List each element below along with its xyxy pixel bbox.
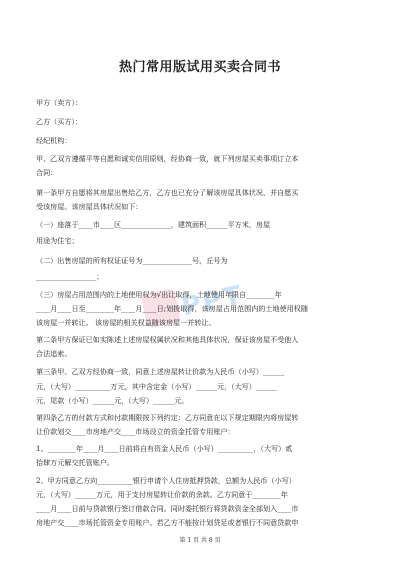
- contract-line: 让价款划交____市房地产交____市场设立的资金托管专用账户：: [36, 427, 235, 436]
- contract-line: 受该房屋。该房屋具体状况如下：: [36, 202, 143, 211]
- page-footer: 第 1 页 共 8 页: [179, 537, 221, 544]
- contract-line: 第四条乙方的付款方式和付款期限按下列约定：乙方同意在以下规定期限内将房屋转: [36, 413, 299, 422]
- contract-line: ____月____日至________年____月____日;划拨取得，该房屋占用范围内的土地使用权随: [36, 304, 308, 313]
- contract-line: （二）出售房屋的所有权证证号为______________号，丘号为: [36, 256, 228, 265]
- contract-line: 用途为住宅；: [36, 236, 79, 245]
- contract-line: （一）座落于____市____区______________，建筑面积______平方米，房屋: [36, 220, 271, 229]
- contract-line: 合法追索。: [36, 349, 72, 358]
- contract-line: 元，（大写）__________万元，其中含定金（小写）______元，（大写）______: [36, 382, 278, 391]
- contract-line: 第二条甲方保证已如实陈述上述房屋权属状况和其他具体状况，保证该房屋不受他人: [36, 335, 299, 344]
- contract-line: 拾肆万元解交托管账户。: [36, 458, 115, 467]
- contract-line: ____月____日前与贷款银行签订借款合同。同时委托银行将贷款资金全部划入____市: [36, 504, 299, 513]
- document-title: 热门常用版试用买卖合同书: [118, 60, 281, 75]
- contract-line: 1、________年____月____日前将自有资金人民币（小写）__________，（大写）贰: [36, 444, 293, 453]
- contract-line: 甲方（卖方）：: [36, 98, 83, 107]
- contract-line: 合同：: [36, 168, 58, 177]
- contract-line: 经纪机构：: [36, 136, 72, 145]
- contract-line: 该房屋一并转让。 该房屋的相关权益随该房屋一并转让。: [36, 318, 216, 327]
- contract-line: （三）房屋占用范围内的土地使用权为√出让取得，土地使用年限自________年: [36, 290, 282, 299]
- contract-line: 第一条甲方自愿将其房屋出售给乙方，乙方也已充分了解该房屋具体状况，并自愿买: [36, 188, 299, 197]
- contract-line: 元，尾款（小写）______元，（大写）______元。: [36, 396, 189, 405]
- contract-line: 甲、乙双方遵循平等自愿和诚实信用原则，经协商一致，就下列房屋买卖事项订立本: [36, 154, 299, 163]
- contract-line: _________________；: [36, 272, 104, 281]
- contract-line: 乙方（买方）：: [36, 117, 83, 126]
- contract-line: 2、甲方同意乙方向__________银行申请个人住房抵押贷款，总额为人民币（小写）: [36, 476, 296, 485]
- contract-line: 房地产交____市场托管资金专用账户。若乙方不能按计划贷足或者银行不同意贷款申: [36, 518, 299, 527]
- contract-line: 第三条甲、乙双方经协商一致，同意上述房屋转让价款为人民币（小写）______: [36, 367, 285, 376]
- contract-line: 元，（大写）______万元，用于支付房屋转让价款的余款。乙方同意于________年: [36, 490, 288, 499]
- watermark-text: PPT: [179, 280, 246, 323]
